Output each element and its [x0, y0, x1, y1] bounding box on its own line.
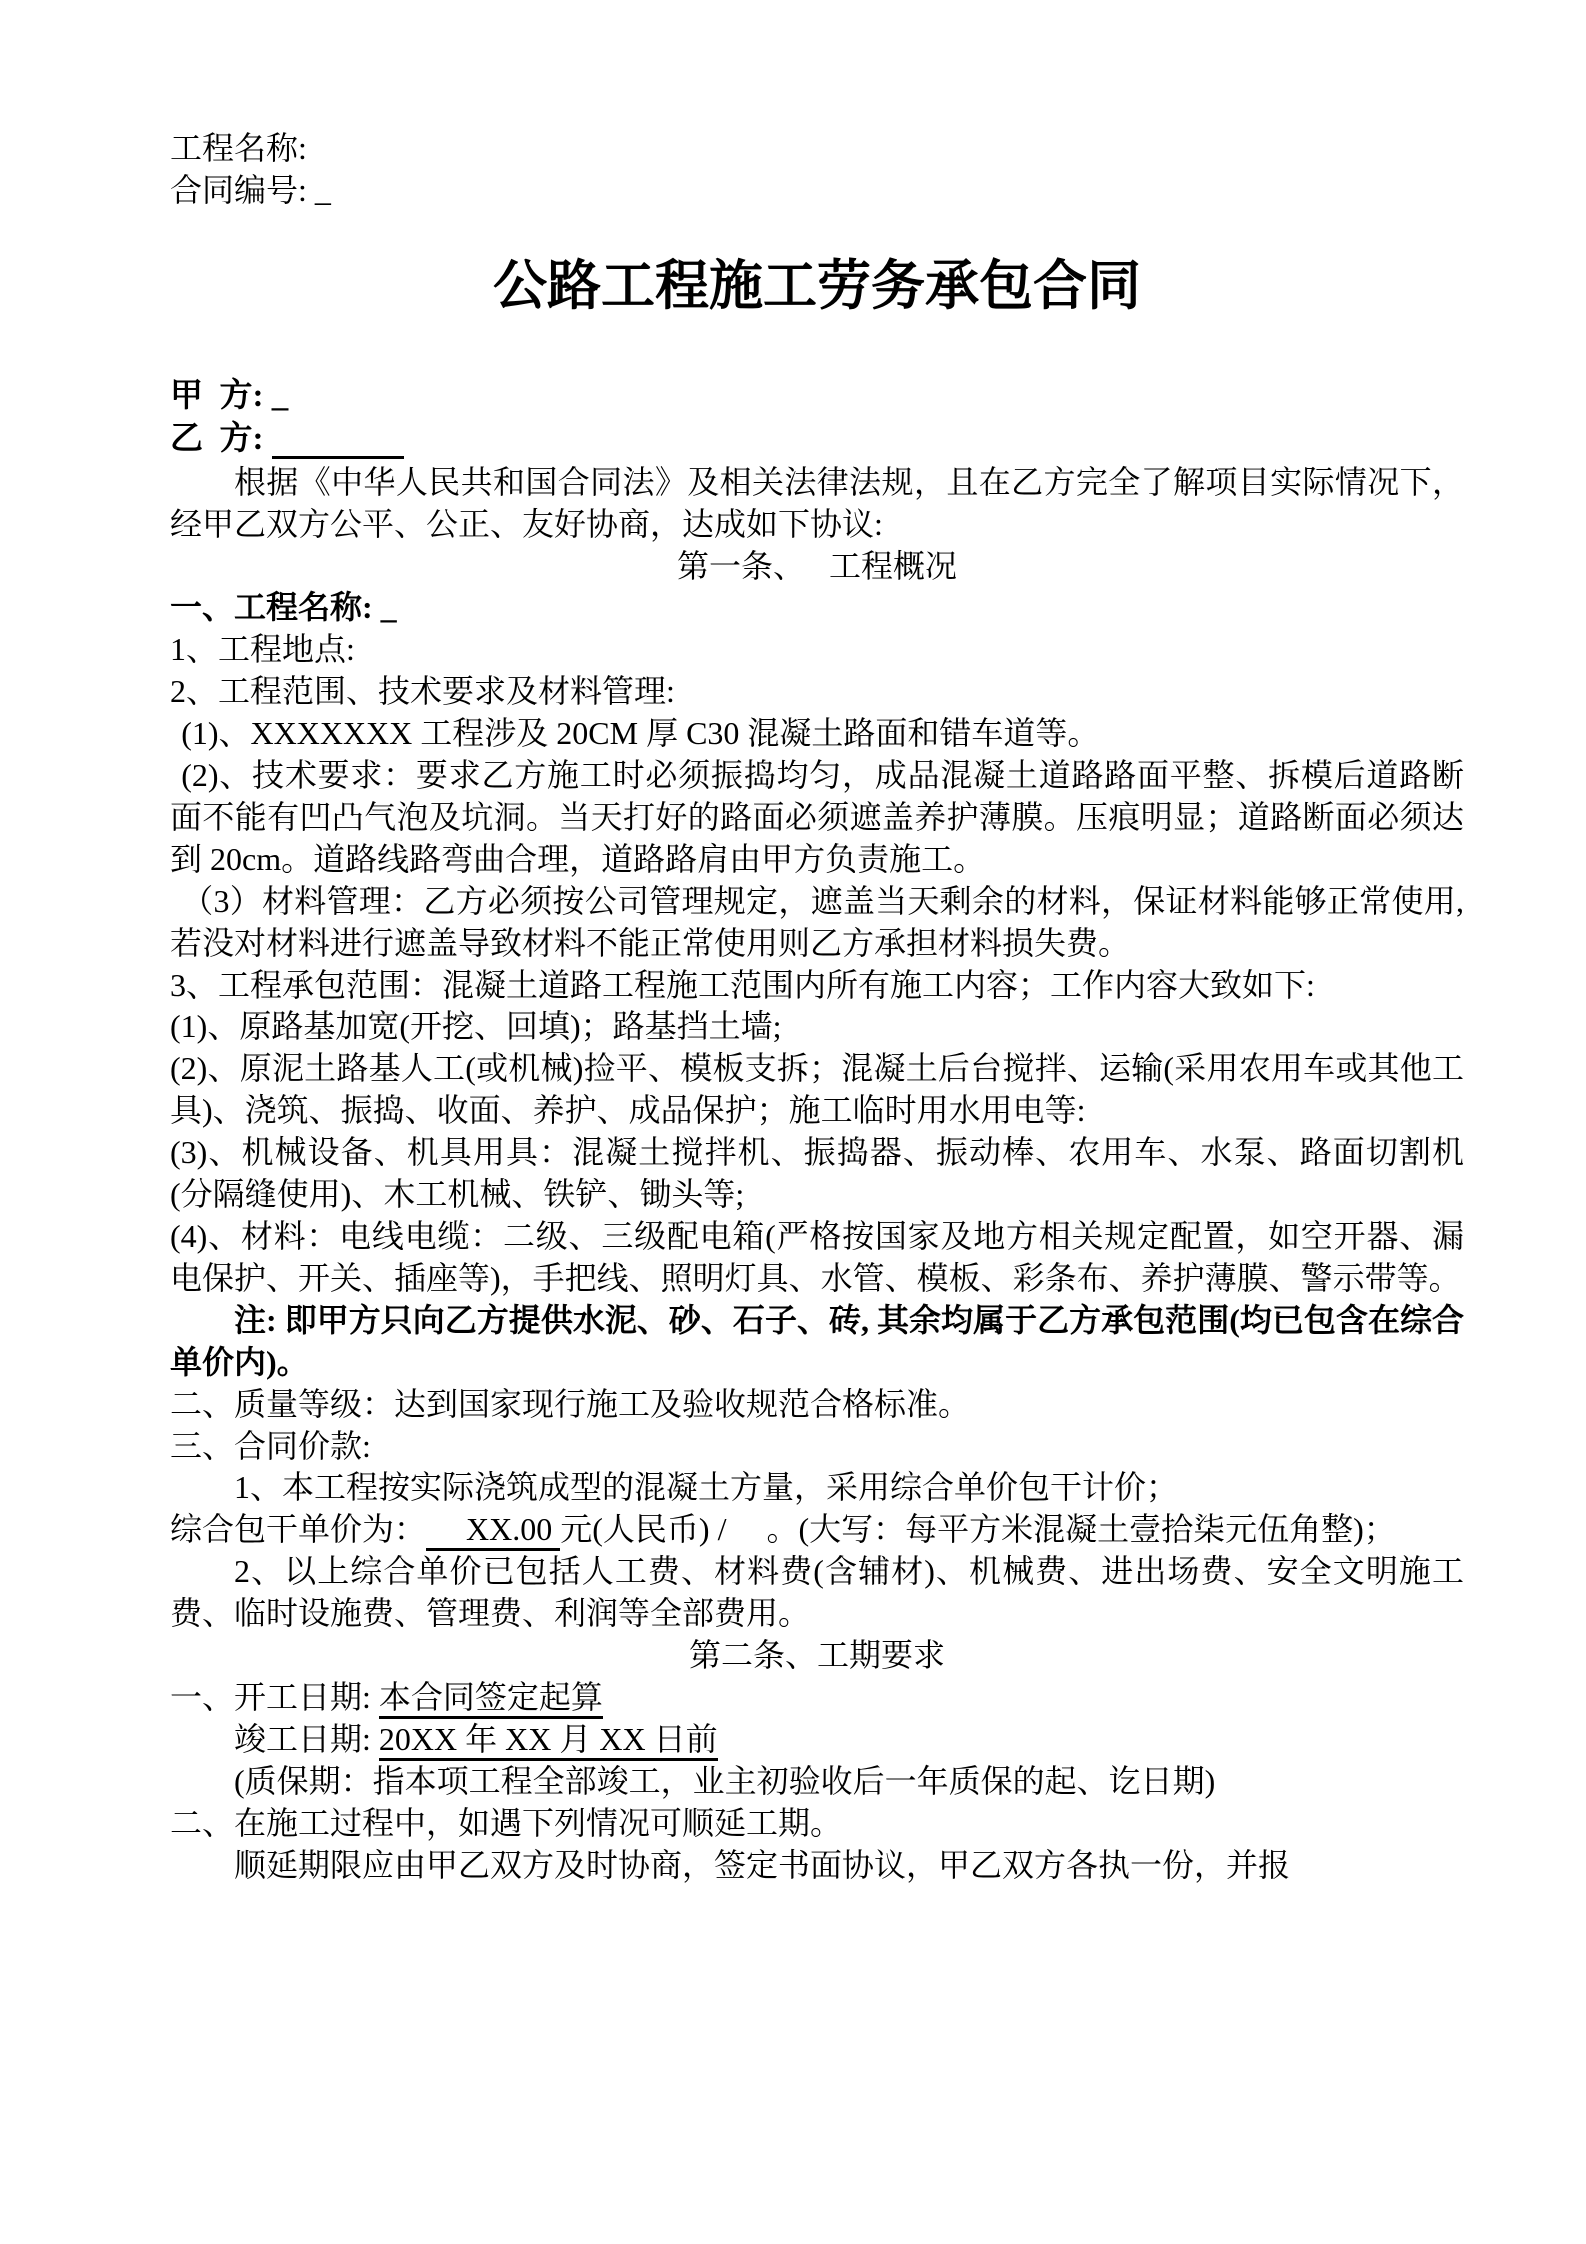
clause-project-name-blank: _ [372, 589, 397, 626]
clause-price-item-1: 1、本工程按实际浇筑成型的混凝土方量，采用综合单价包干计价； [234, 1469, 1179, 1506]
clause-scope-item-1: (1)、XXXXXXX 工程涉及 20CM 厚 C30 混凝土路面和错车道等。 [181, 715, 1100, 752]
party-b-label: 乙 方: [170, 421, 264, 458]
clause-price-title: 三、合同价款: [170, 1427, 371, 1464]
section1-heading: 第一条、 工程概况 [676, 547, 957, 584]
clause-scope-title: 2、工程范围、技术要求及材料管理: [170, 673, 675, 710]
clause-note: 注: 即甲方只向乙方提供水泥、砂、石子、砖, 其余均属于乙方承包范围(均已包含在综合单价内)。 [170, 1301, 1464, 1380]
document-title: 公路工程施工劳务承包合同 [493, 255, 1141, 316]
project-name-label: 工程名称: [170, 130, 307, 166]
party-b-line [170, 418, 1464, 462]
project-name-header-line [170, 128, 1464, 170]
contract-number-label: 合同编号: [170, 171, 307, 208]
contract-number-line [170, 170, 1464, 212]
start-date-label: 一、开工日期: [170, 1678, 379, 1715]
party-a-line [170, 375, 1464, 419]
clause-contract-scope: 3、工程承包范围：混凝土道路工程施工范围内所有施工内容；工作内容大致如下: [170, 966, 1315, 1003]
clause-work-item-3: (3)、机械设备、机具用具：混凝土搅拌机、振捣器、振动棒、农用车、水泵、路面切割机(分隔缝使用)、木工机械、铁铲、锄头等; [170, 1134, 1464, 1213]
section2-heading: 第二条、工期要求 [688, 1637, 945, 1674]
warranty-note: (质保期：指本项工程全部竣工，业主初验收后一年质保的起、讫日期) [234, 1762, 1216, 1799]
contract-number-blank: _ [306, 171, 331, 208]
clause-work-item-1: (1)、原路基加宽(开挖、回填)；路基挡土墙; [170, 1008, 782, 1045]
intro-paragraph: 根据《中华人民共和国合同法》及相关法律法规，且在乙方完全了解项目实际情况下，经甲乙双方公平、公正、友好协商，达成如下协议: [170, 463, 1464, 542]
clause-project-name-line [170, 587, 1464, 629]
clause-delay-2: 顺延期限应由甲乙双方及时协商，签定书面协议，甲乙双方各执一份，并报 [234, 1846, 1291, 1883]
clause-unit-price-line [170, 1509, 1464, 1551]
party-a-label: 甲 方: [170, 377, 264, 414]
start-date-line [170, 1677, 1464, 1719]
clause-work-item-2: (2)、原泥土路基人工(或机械)捡平、模板支拆；混凝土后台搅拌、运输(采用农用车或其他工具)、浇筑、振捣、收面、养护、成品保护；施工临时用水用电等: [170, 1050, 1464, 1129]
unit-price-prefix: 综合包干单价为： [170, 1511, 427, 1548]
party-b-blank [272, 423, 404, 459]
start-date-value: 本合同签定起算 [379, 1679, 603, 1719]
document-header [170, 128, 1464, 212]
party-a-blank: _ [263, 377, 289, 414]
end-date-label: 竣工日期: [234, 1720, 379, 1757]
end-date-line [170, 1719, 1464, 1761]
end-date-value: 20XX 年 XX 月 XX 日前 [379, 1721, 718, 1761]
clause-quality: 二、质量等级：达到国家现行施工及验收规范合格标准。 [170, 1385, 971, 1422]
clause-delay-1: 二、在施工过程中，如遇下列情况可顺延工期。 [170, 1804, 843, 1841]
unit-price-suffix: 元(人民币) / 。(大写：每平方米混凝土壹拾柒元伍角整)； [560, 1511, 1396, 1548]
unit-price-blank: XX.00 [426, 1511, 560, 1551]
clause-project-name-label: 一、工程名称: [170, 589, 373, 626]
clause-location: 1、工程地点: [170, 631, 355, 668]
clause-scope-item-2: (2)、技术要求：要求乙方施工时必须振捣均匀，成品混凝土道路路面平整、拆模后道路断面不能有凹凸气泡及坑洞。当天打好的路面必须遮盖养护薄膜。压痕明显；道路断面必须达到 20cm。道路线路弯曲合理，道路路肩由甲方负责施工。 [170, 757, 1464, 877]
parties-block [170, 375, 1464, 462]
clause-scope-item-3: （3）材料管理：乙方必须按公司管理规定，遮盖当天剩余的材料，保证材料能够正常使用,若没对材料进行遮盖导致材料不能正常使用则乙方承担材料损失费。 [170, 882, 1464, 961]
clause-price-item-2: 2、以上综合单价已包括人工费、材料费(含辅材)、机械费、进出场费、安全文明施工费、临时设施费、管理费、利润等全部费用。 [170, 1553, 1464, 1632]
clause-work-item-4: (4)、材料：电线电缆：二级、三级配电箱(严格按国家及地方相关规定配置，如空开器、漏电保护、开关、插座等)，手把线、照明灯具、水管、模板、彩条布、养护薄膜、警示带等。 [170, 1218, 1464, 1296]
